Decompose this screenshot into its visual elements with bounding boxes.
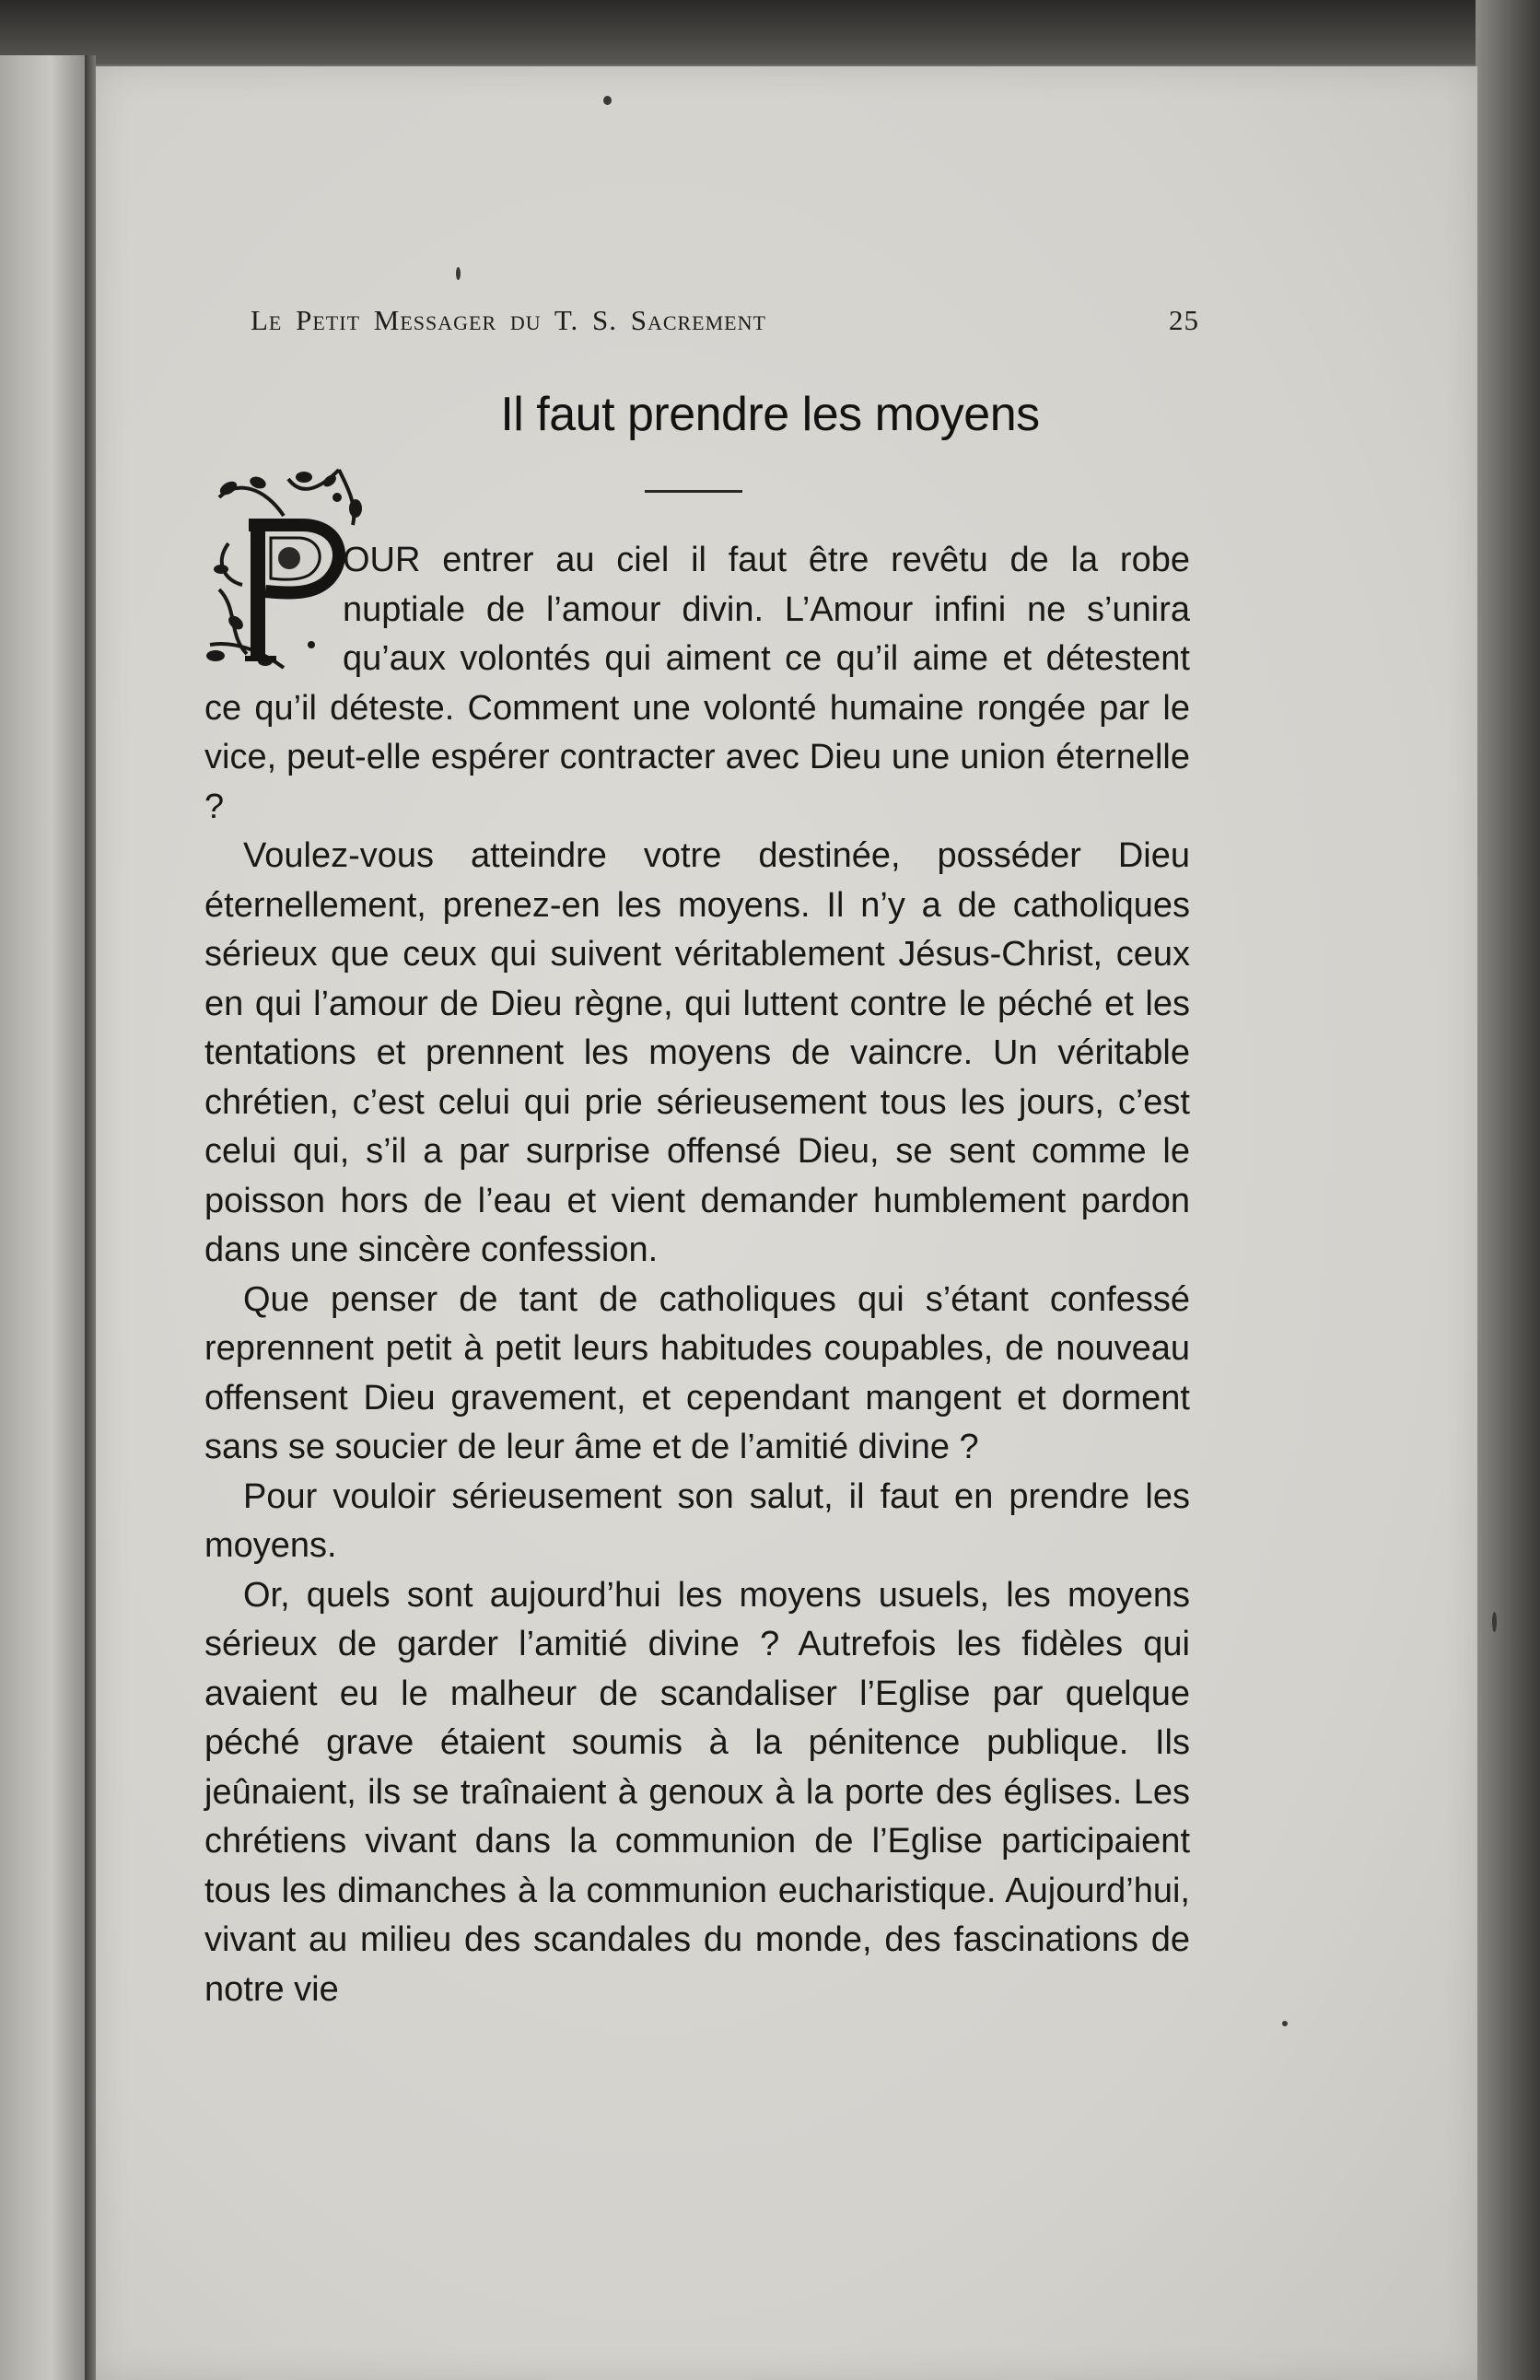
paragraph: Pour vouloir sérieusement son salut, il faut en prendre les moyens. bbox=[204, 1476, 1190, 1565]
drop-cap-space bbox=[204, 536, 343, 674]
paragraph: Or, quels sont aujourd’hui les moyens usuels, les moyens sérieux de garder l’amitié divine ? Autrefois les fidèles qui avaient eu le malheur de scandaliser l’Eglise par quelque péché grave étaient soumis à la pénitence publique. Ils jeûnaient, ils se traînaient à genoux à la porte des églises. Les chrétiens vivant dans la communion de l’Eglise participaient tous les dimanches à la communion eucharistique. Aujourd’hui, vivant au milieu des scandales du monde, des fascinations de notre vie bbox=[204, 1575, 1190, 2009]
scan-speck bbox=[603, 96, 612, 105]
paragraph-text: OUR entrer au ciel il faut être revêtu de la robe nuptiale de l’amour divin. L’Amour infini ne s’unira qu’aux volontés qui aiment ce qu’il aime et détestent ce qu’il déteste. Comment une volonté humaine rongée par le vice, peut-elle espérer contracter avec Dieu une union éternelle ? bbox=[204, 541, 1190, 826]
scan-speck bbox=[1282, 2021, 1288, 2026]
paragraph: Voulez-vous atteindre votre destinée, posséder Dieu éternellement, prenez-en les moyens. Il n’y a de catholiques sérieux que ceux qui suivent véritablement Jésus-Christ, ceux en qui l’amour de Dieu règne, qui luttent contre le péché et les tentations et prennent les moyens de vaincre. Un véritable chrétien, c’est celui qui prie sérieusement tous les jours, c’est celui qui, s’il a par surprise offensé Dieu, se sent comme le poisson hors de l’eau et vient demander humblement pardon dans une sincère confession. bbox=[204, 836, 1190, 1269]
article-title: Il faut prendre les moyens bbox=[500, 388, 1040, 441]
scan-border-right bbox=[1476, 0, 1540, 2380]
article-body bbox=[204, 536, 1190, 2014]
paragraph bbox=[204, 536, 1190, 832]
scan-speck bbox=[1492, 1612, 1497, 1632]
paragraph: Que penser de tant de catholiques qui s’étant confessé reprennent petit à petit leurs habitudes coupables, de nouveau offensent Dieu gravement, et cependant mangent et dorment sans se soucier de leur âme et de l’amitié divine ? bbox=[204, 1279, 1190, 1466]
running-title: Le Petit Messager du T. S. Sacrement bbox=[251, 304, 766, 336]
page-number: 25 bbox=[1169, 304, 1199, 336]
scan-border-top bbox=[0, 0, 1540, 64]
running-head bbox=[251, 304, 1199, 348]
scan-speck bbox=[456, 267, 461, 280]
title-divider bbox=[645, 490, 742, 493]
